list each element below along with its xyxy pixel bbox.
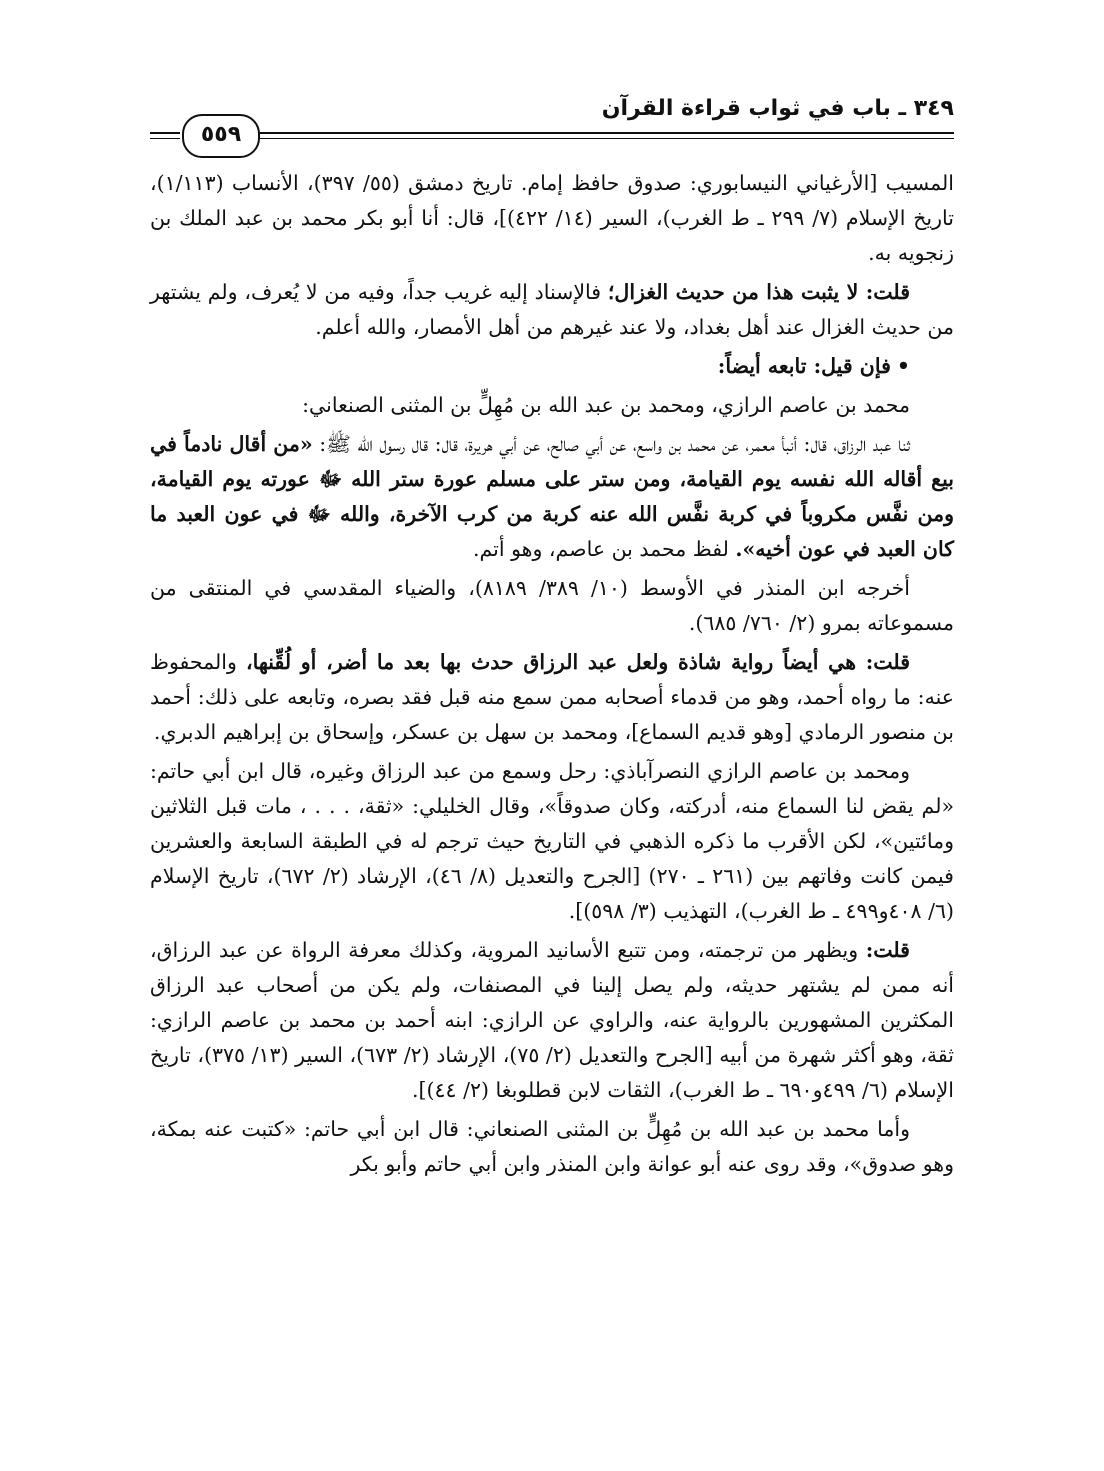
paragraph-6-text: أخرجه ابن المنذر في الأوسط (١٠/ ٣٨٩/ ٨١٨٩)، والضياء المقدسي في المنتقى من مسموعاته بمرو (٢/ ٧٦٠/ ٦٨٥). xyxy=(150,576,954,635)
paragraph-9-bold: قلت: xyxy=(865,938,910,962)
bullet-icon: • xyxy=(896,354,910,378)
paragraph-4-text: محمد بن عاصم الرازي، ومحمد بن عبد الله بن مُهِلٍّ بن المثنى الصنعاني: xyxy=(302,393,910,417)
paragraph-8 xyxy=(150,754,954,929)
paragraph-8-text: ومحمد بن عاصم الرازي النصرآباذي: رحل وسمع من عبد الرزاق وغيره، قال ابن أبي حاتم: «لم يقض لنا السماع منه، أدركته، وكان صدوقاً»، وقال الخليلي: «ثقة، . . . ، مات قبل الثلاثين ومائتين»، لكن الأقرب ما ذكره الذهبي في التاريخ حيث ترجم له في الطبقة السابعة والعشرين فيمن كانت وفاتهم بين (٢٦١ ـ ٢٧٠) [الجرح والتعديل (٨/ ٤٦)، الإرشاد (٢/ ٦٧٢)، تاريخ الإسلام (٦/ ٤٠٨و٤٩٩ ـ ط الغرب)، التهذيب (٣/ ٥٩٨)]. xyxy=(150,759,954,923)
page-body xyxy=(150,166,954,1186)
paragraph-5-text-1: ثنا عبد الرزاق، قال: أنبأ معمر، عن محمد بن واسع، عن أبي صالح، عن أبي هريرة، قال: قال رسول الله ﷺ: xyxy=(312,432,911,456)
paragraph-7-bold: قلت: هي أيضاً رواية شاذة ولعل عبد الرزاق حدث بها بعد ما أضر، أو لُقِّنها، xyxy=(245,650,910,674)
paragraph-1-text: المسيب [الأرغياني النيسابوري: صدوق حافظ إمام. تاريخ دمشق (٥٥/ ٣٩٧)، الأنساب (١/١١٣)، تاريخ الإسلام (٧/ ٢٩٩ ـ ط الغرب)، السير (١٤/ ٤٢٢)]، قال: أنا أبو بكر محمد بن عبد الملك بن زنجويه به. xyxy=(150,171,954,265)
paragraph-4 xyxy=(150,388,954,423)
paragraph-10-text: وأما محمد بن عبد الله بن مُهِلٍّ بن المثنى الصنعاني: قال ابن أبي حاتم: «كتبت عنه بمكة، وهو صدوق»، وقد روى عنه أبو عوانة وابن المنذر وابن أبي حاتم وأبو بكر xyxy=(150,1117,954,1176)
header-rule xyxy=(258,132,954,139)
paragraph-9-text: ويظهر من ترجمته، ومن تتبع الأسانيد المروية، وكذلك معرفة الرواة عن عبد الرزاق، أنه ممن لم يشتهر حديثه، ولم يصل إلينا في المصنفات، ولم يكن من أصحاب عبد الرزاق المكثرين المشهورين بالرواية عنه، والراوي عن الرازي: ابنه أحمد بن محمد بن عاصم الرازي: ثقة، وهو أكثر شهرة من أبيه [الجرح والتعديل (٢/ ٧٥)، الإرشاد (٢/ ٦٧٣)، السير (١٣/ ٣٧٥)، تاريخ الإسلام (٦/ ٤٩٩و٦٩٠ ـ ط الغرب)، الثقات لابن قطلوبغا (٢/ ٤٤)]. xyxy=(150,938,954,1102)
header-rule-left xyxy=(150,132,180,139)
paragraph-3 xyxy=(150,349,954,384)
page-number: ٥٥٩ xyxy=(182,114,260,158)
paragraph-5 xyxy=(150,427,954,567)
page-header xyxy=(150,96,954,156)
chapter-title: ٣٤٩ ـ باب في ثواب قراءة القرآن xyxy=(601,96,954,121)
paragraph-10 xyxy=(150,1112,954,1182)
paragraph-2-text: فالإسناد إليه غريب جداً، وفيه من لا يُعرف، ولم يشتهر من حديث الغزال عند أهل بغداد، ولا عند غيرهم من أهل الأمصار، والله أعلم. xyxy=(150,280,954,339)
paragraph-2 xyxy=(150,275,954,345)
paragraph-2-bold: قلت: لا يثبت هذا من حديث الغزال؛ xyxy=(607,280,911,304)
paragraph-7 xyxy=(150,645,954,750)
paragraph-5-text-2: لفظ محمد بن عاصم، وهو أتم. xyxy=(473,537,736,561)
paragraph-5-hadith: «من أقال نادماً في بيع أقاله الله نفسه يوم القيامة، ومن ستر على مسلم عورة ستر الله ﷻ عورته يوم القيامة، ومن نفَّس مكروباً في كربة نفَّس الله عنه كربة من كرب الآخرة، والله ﷻ في عون العبد ما كان العبد في عون أخيه». xyxy=(150,432,954,561)
paragraph-7-text: والمحفوظ عنه: ما رواه أحمد، وهو من قدماء أصحابه ممن سمع منه قبل فقد بصره، وتابعه على ذلك: أحمد بن منصور الرمادي [وهو قديم السماع]، ومحمد بن سهل بن عسكر، وإسحاق بن إبراهيم الدبري. xyxy=(150,650,954,744)
paragraph-3-bold: فإن قيل: تابعه أيضاً: xyxy=(717,354,891,378)
paragraph-1 xyxy=(150,166,954,271)
paragraph-9 xyxy=(150,933,954,1108)
paragraph-6 xyxy=(150,571,954,641)
